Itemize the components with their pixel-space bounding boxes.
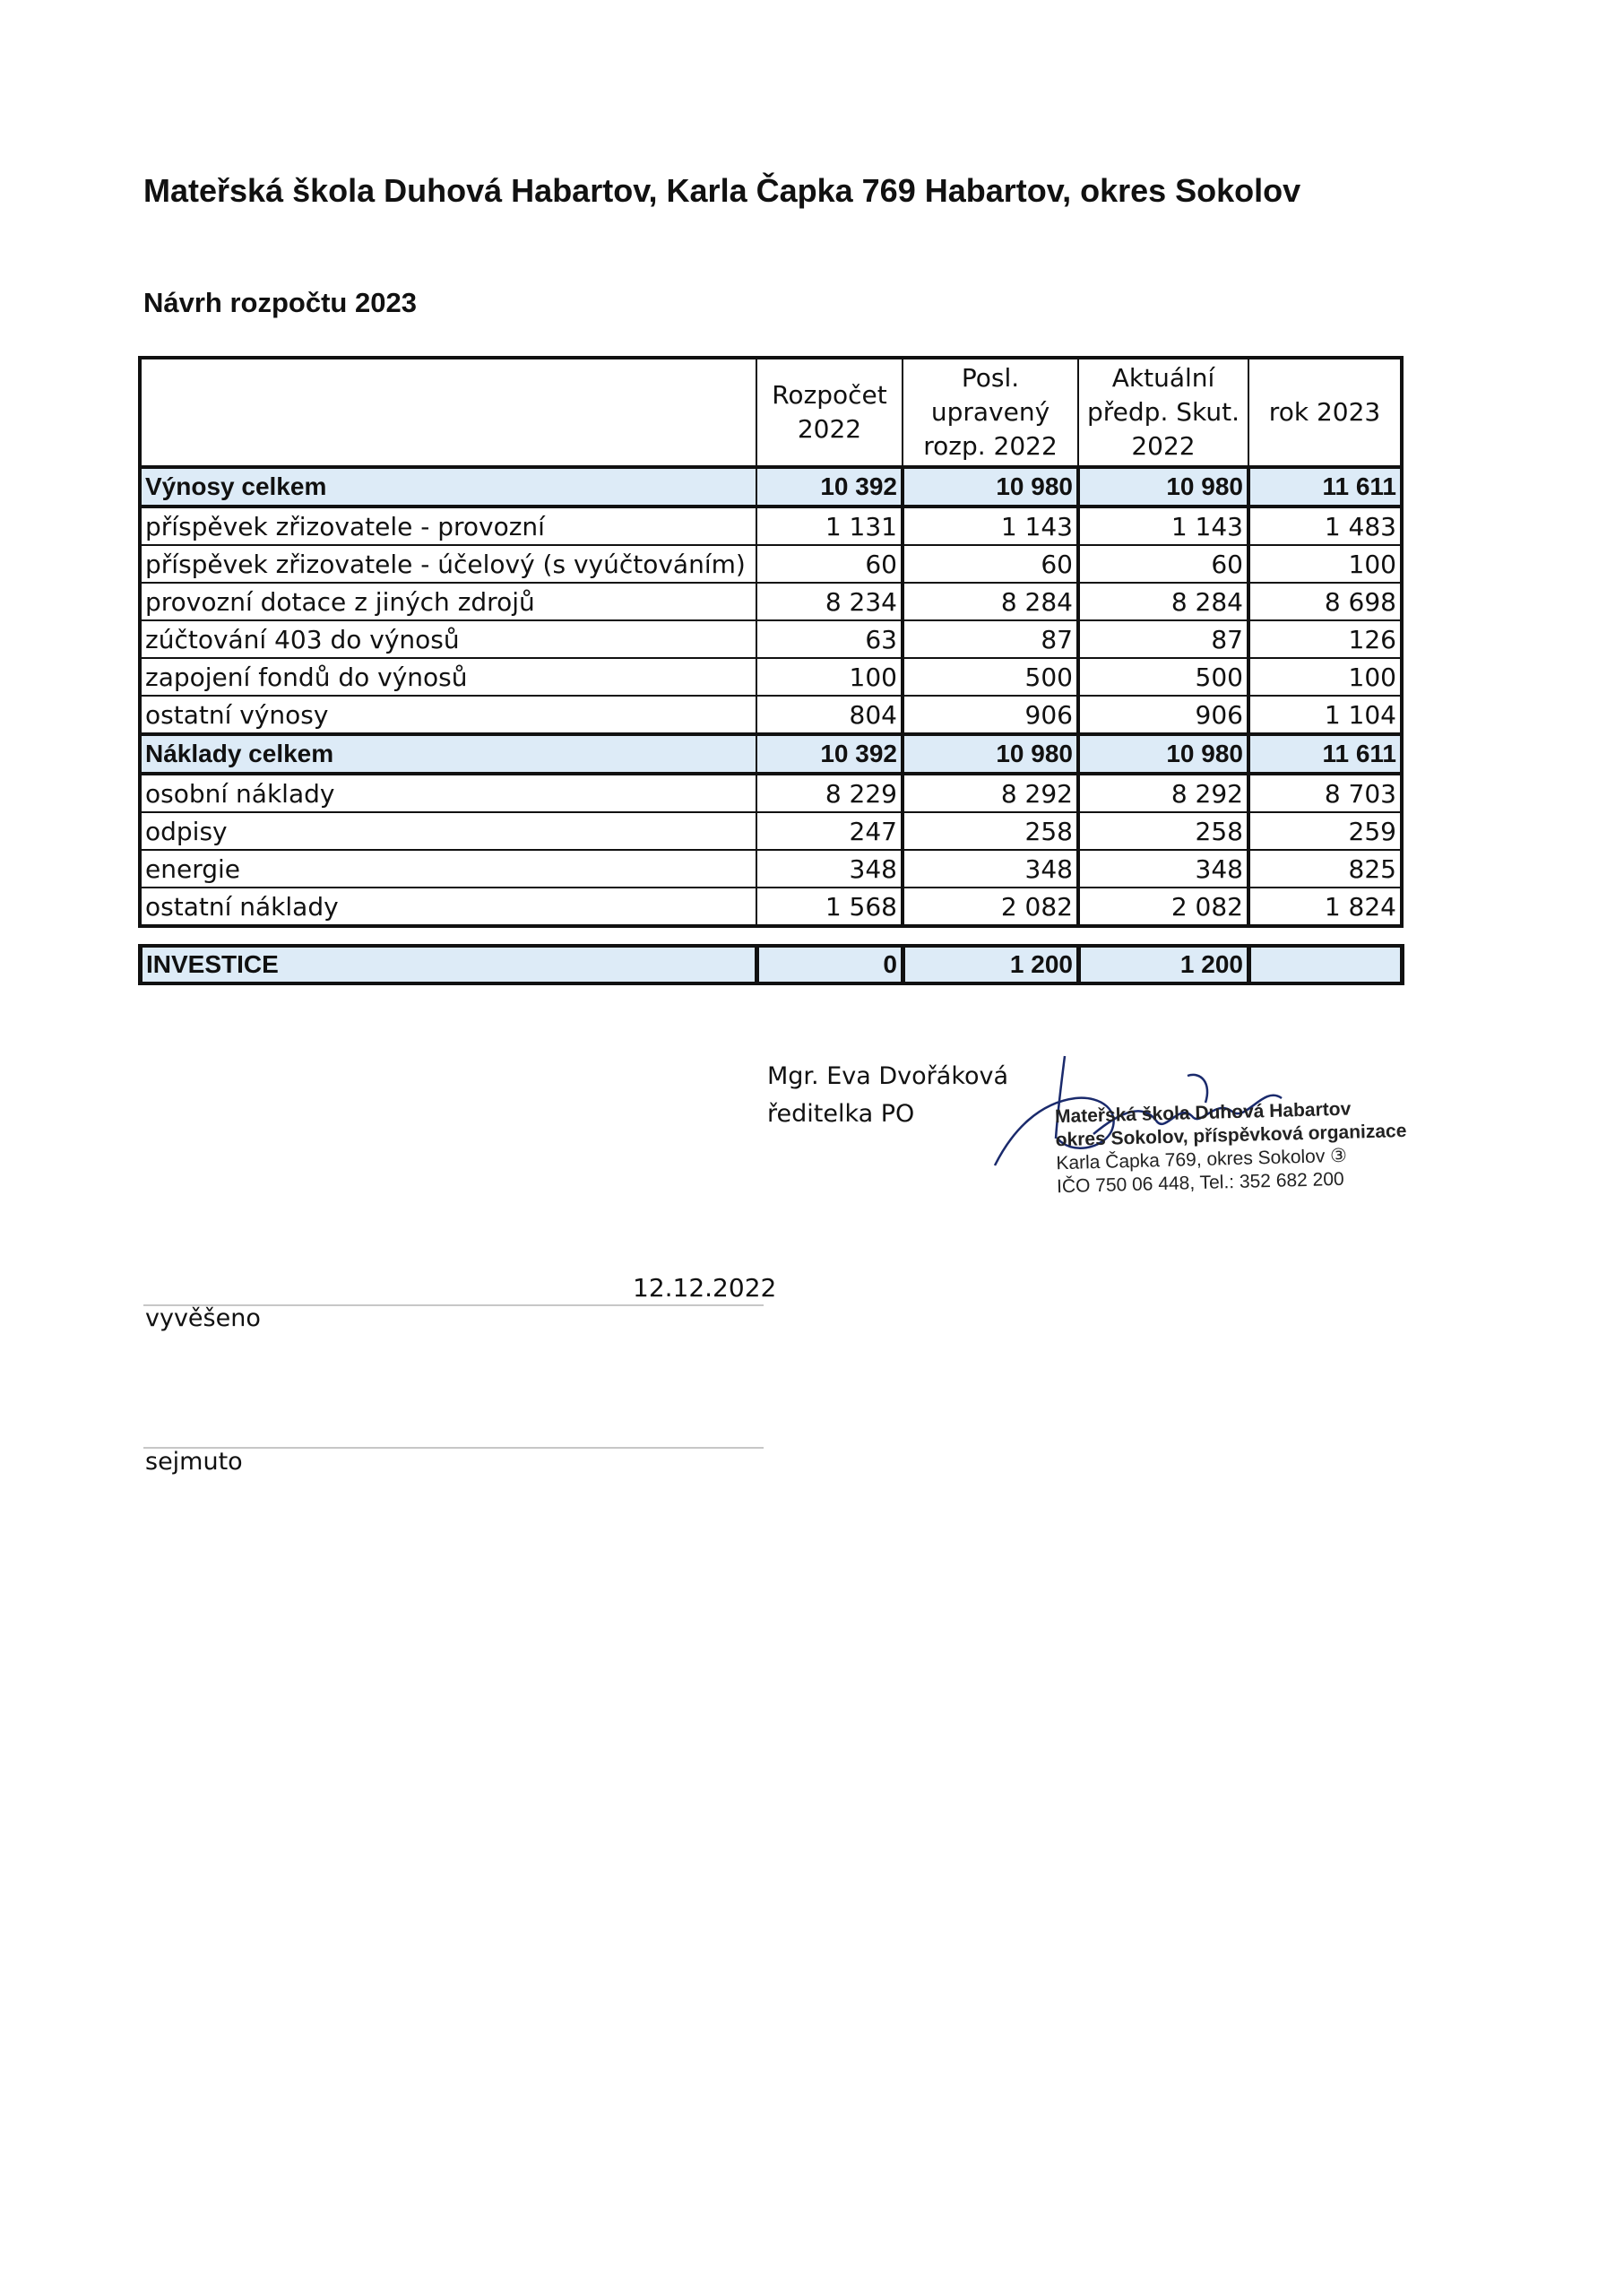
row-label: ostatní náklady (140, 888, 756, 926)
row-value: 2 082 (903, 888, 1078, 926)
row-value: 87 (903, 620, 1078, 658)
table-row (140, 696, 1402, 734)
investice-label: INVESTICE (141, 946, 757, 983)
removed-label: sejmuto (145, 1448, 243, 1476)
row-label: příspěvek zřizovatele - provozní (140, 507, 756, 545)
row-value: 906 (1078, 696, 1248, 734)
posted-date: 12.12.2022 (633, 1273, 777, 1303)
row-value: 825 (1248, 850, 1402, 888)
row-value: 87 (1078, 620, 1248, 658)
column-header: Rozpočet 2022 (756, 358, 903, 467)
row-value: 247 (756, 812, 903, 850)
investice-value: 0 (757, 946, 903, 983)
signer-name: Mgr. Eva Dvořáková (767, 1062, 1009, 1090)
row-value: 2 082 (1078, 888, 1248, 926)
row-value: 500 (1078, 658, 1248, 696)
row-value: 1 131 (756, 507, 903, 545)
row-value: 348 (756, 850, 903, 888)
row-value: 258 (1078, 812, 1248, 850)
row-value: 8 292 (903, 774, 1078, 812)
row-value: 10 392 (756, 734, 903, 774)
row-value: 1 143 (903, 507, 1078, 545)
row-value: 348 (1078, 850, 1248, 888)
row-value: 10 980 (1078, 734, 1248, 774)
table-row (140, 583, 1402, 620)
row-value: 348 (903, 850, 1078, 888)
row-label: energie (140, 850, 756, 888)
investice-value: 1 200 (1079, 946, 1249, 983)
row-value: 11 611 (1248, 734, 1402, 774)
row-value: 10 980 (1078, 467, 1248, 507)
row-label: osobní náklady (140, 774, 756, 812)
row-label: Výnosy celkem (140, 467, 756, 507)
row-value: 259 (1248, 812, 1402, 850)
row-value: 126 (1248, 620, 1402, 658)
row-value: 1 483 (1248, 507, 1402, 545)
investice-value (1249, 946, 1403, 983)
row-value: 8 703 (1248, 774, 1402, 812)
document-subtitle: Návrh rozpočtu 2023 (143, 287, 417, 318)
table-row (140, 774, 1402, 812)
row-label: ostatní výnosy (140, 696, 756, 734)
row-value: 1 568 (756, 888, 903, 926)
table-row (140, 658, 1402, 696)
row-value: 1 824 (1248, 888, 1402, 926)
table-row (140, 812, 1402, 850)
row-value: 60 (903, 545, 1078, 583)
row-value: 8 284 (903, 583, 1078, 620)
stamp-line: IČO 750 06 448, Tel.: 352 682 200 (1056, 1168, 1344, 1198)
row-value: 500 (903, 658, 1078, 696)
stamp-line: Mateřská škola Duhová Habartov (1054, 1098, 1352, 1128)
row-label: zúčtování 403 do výnosů (140, 620, 756, 658)
row-value: 10 980 (903, 467, 1078, 507)
investice-value: 1 200 (903, 946, 1079, 983)
signer-block (767, 1058, 1008, 1133)
document-title: Mateřská škola Duhová Habartov, Karla Čapka 769 Habartov, okres Sokolov (143, 172, 1301, 209)
row-label: odpisy (140, 812, 756, 850)
total-row (140, 734, 1402, 774)
row-value: 804 (756, 696, 903, 734)
row-value: 10 392 (756, 467, 903, 507)
row-value: 10 980 (903, 734, 1078, 774)
row-value: 100 (1248, 658, 1402, 696)
investice-table (138, 944, 1404, 985)
stamp-line: okres Sokolov, příspěvková organizace (1055, 1120, 1407, 1151)
column-header: Aktuální předp. Skut. 2022 (1078, 358, 1248, 467)
budget-table (138, 356, 1404, 928)
table-row (140, 850, 1402, 888)
row-value: 8 229 (756, 774, 903, 812)
row-value: 60 (756, 545, 903, 583)
posted-label: vyvěšeno (145, 1304, 261, 1332)
row-value: 1 104 (1248, 696, 1402, 734)
row-value: 1 143 (1078, 507, 1248, 545)
row-label: provozní dotace z jiných zdrojů (140, 583, 756, 620)
row-value: 100 (1248, 545, 1402, 583)
row-label: Náklady celkem (140, 734, 756, 774)
table-row (140, 888, 1402, 926)
row-value: 906 (903, 696, 1078, 734)
row-value: 258 (903, 812, 1078, 850)
table-row (140, 545, 1402, 583)
row-value: 8 284 (1078, 583, 1248, 620)
table-row (140, 507, 1402, 545)
row-value: 100 (756, 658, 903, 696)
investice-row (141, 946, 1403, 983)
column-header: Posl. upravený rozp. 2022 (903, 358, 1078, 467)
stamp-line: Karla Čapka 769, okres Sokolov ③ (1056, 1145, 1348, 1174)
table-header-row (140, 358, 1402, 467)
column-header: rok 2023 (1248, 358, 1402, 467)
header-label-cell (140, 358, 756, 467)
row-value: 63 (756, 620, 903, 658)
row-value: 11 611 (1248, 467, 1402, 507)
total-row (140, 467, 1402, 507)
row-value: 8 234 (756, 583, 903, 620)
table-row (140, 620, 1402, 658)
organization-stamp (1055, 1096, 1416, 1199)
row-label: příspěvek zřizovatele - účelový (s vyúčtováním) (140, 545, 756, 583)
row-value: 60 (1078, 545, 1248, 583)
row-value: 8 292 (1078, 774, 1248, 812)
signer-role: ředitelka PO (767, 1100, 915, 1128)
row-value: 8 698 (1248, 583, 1402, 620)
row-label: zapojení fondů do výnosů (140, 658, 756, 696)
budget-table-body (140, 467, 1402, 926)
